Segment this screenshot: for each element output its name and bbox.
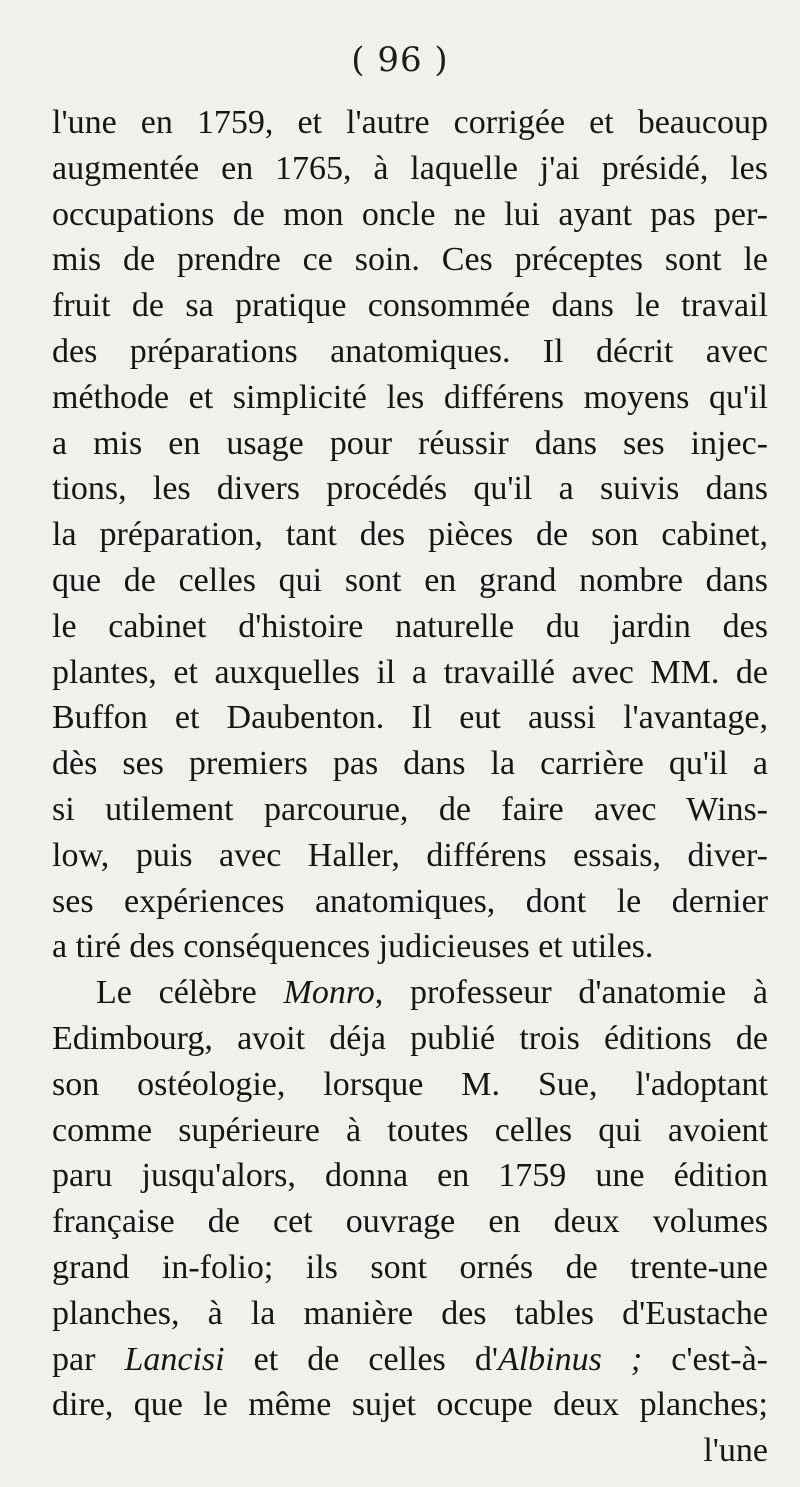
text-line: par Lancisi et de celles d'Albinus ; c'est-à- — [52, 1340, 768, 1378]
text-line: tions, les divers procédés qu'il a suivis dans — [52, 470, 768, 508]
page-number: ( 96 ) — [351, 40, 449, 80]
text-line: son ostéologie, lorsque M. Sue, l'adoptant — [52, 1065, 768, 1103]
text-line: paru jusqu'alors, donna en 1759 une édition — [52, 1157, 768, 1195]
text-line: dire, que le même sujet occupe deux planches; — [52, 1386, 768, 1424]
text-line: planches, à la manière des tables d'Eustache — [52, 1294, 768, 1332]
italic-name: Lancisi — [124, 1340, 225, 1378]
text-line: méthode et simplicité les différens moyens qu'il — [52, 378, 768, 416]
text-line: ses expériences anatomiques, dont le dernier — [52, 882, 768, 920]
text-line: plantes, et auxquelles il a travaillé avec MM. de — [52, 653, 768, 691]
text-line: mis de prendre ce soin. Ces préceptes sont le — [52, 241, 768, 279]
catchword: l'une — [703, 1432, 768, 1470]
text-line: le cabinet d'histoire naturelle du jardin des — [52, 607, 768, 645]
text-line-paragraph-start: Le célèbre Monro, professeur d'anatomie à — [96, 974, 768, 1012]
text-line: que de celles qui sont en grand nombre dans — [52, 561, 768, 599]
text-line: occupations de mon oncle ne lui ayant pas per- — [52, 195, 768, 233]
text-line: augmentée en 1765, à laquelle j'ai présidé, les — [52, 149, 768, 187]
text-line: fruit de sa pratique consommée dans le travail — [52, 287, 768, 325]
text-line: française de cet ouvrage en deux volumes — [52, 1203, 768, 1241]
body-text — [52, 100, 768, 1474]
text-line: l'une en 1759, et l'autre corrigée et beaucoup — [52, 104, 768, 141]
italic-name: Monro — [283, 974, 375, 1012]
italic-name: Albinus ; — [497, 1340, 643, 1378]
text-line: low, puis avec Haller, différens essais, diver- — [52, 836, 768, 874]
text-line: Edimbourg, avoit déja publié trois éditions de — [52, 1019, 768, 1057]
text-line: des préparations anatomiques. Il décrit avec — [52, 332, 768, 370]
text-line: a mis en usage pour réussir dans ses injec- — [52, 424, 768, 462]
text-line: dès ses premiers pas dans la carrière qu'il a — [52, 745, 768, 783]
text-line: Buffon et Daubenton. Il eut aussi l'avantage, — [52, 699, 768, 737]
text-line: comme supérieure à toutes celles qui avoient — [52, 1111, 768, 1149]
text-line-paragraph-end: a tiré des conséquences judicieuses et utiles. — [52, 928, 654, 966]
text-line: grand in-folio; ils sont ornés de trente-une — [52, 1248, 768, 1286]
text-line: la préparation, tant des pièces de son cabinet, — [52, 516, 768, 554]
text-line: si utilement parcourue, de faire avec Wins- — [52, 790, 768, 828]
